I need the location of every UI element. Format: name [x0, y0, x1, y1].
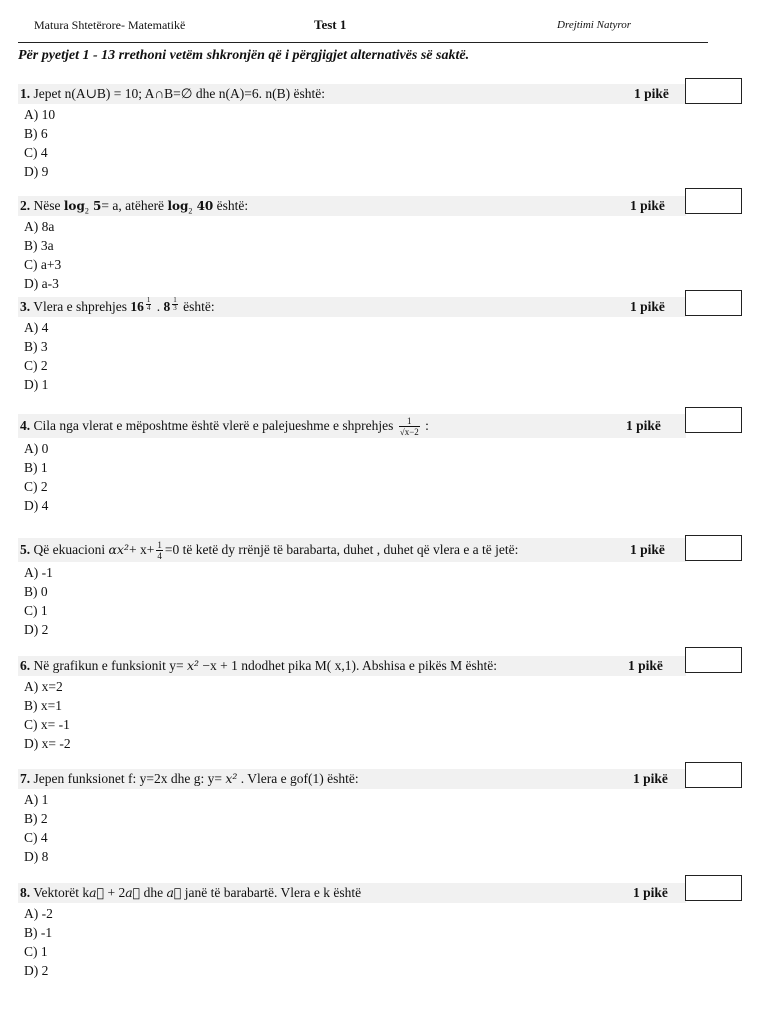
option-d[interactable]: D) 4: [24, 498, 49, 513]
option-a[interactable]: A) -2: [24, 906, 53, 921]
answer-box[interactable]: [685, 535, 742, 561]
question-number: 5.: [20, 542, 31, 557]
option-a[interactable]: A) 0: [24, 441, 49, 456]
option-c[interactable]: C) 1: [24, 603, 48, 618]
points-label: 1 pikë: [633, 771, 668, 786]
options-list: [18, 217, 748, 293]
option-d[interactable]: D) 8: [24, 849, 49, 864]
options-list: [18, 439, 748, 515]
points-label: 1 pikë: [633, 885, 668, 900]
question-3-row: 3. Vlera e shprehjes 16 $\frac{1}{4}$ . 8 $\frac{1}{3}$ është: 1 pikë: [18, 297, 686, 317]
answer-box[interactable]: [685, 78, 742, 104]
option-d[interactable]: D) 2: [24, 622, 49, 637]
header-test-title: Test 1: [314, 17, 347, 32]
question-7: [18, 769, 748, 866]
header-subject: Matura Shtetërore- Matematikë: [34, 18, 186, 32]
option-b[interactable]: B) -1: [24, 925, 53, 940]
option-a[interactable]: A) 10: [24, 107, 56, 122]
question-number: 2.: [20, 198, 31, 213]
option-d[interactable]: D) x= -2: [24, 736, 71, 751]
question-8: [18, 883, 748, 980]
points-label: 1 pikë: [630, 198, 665, 213]
option-c[interactable]: C) 4: [24, 145, 48, 160]
question-4-row: 4. Cila nga vlerat e mëposhtme është vlerë e palejueshme e shprehjes $\frac{1}{√x-2}$ : 1 pikë: [18, 414, 686, 438]
page-header: [34, 16, 706, 42]
option-b[interactable]: B) 2: [24, 811, 48, 826]
points-label: 1 pikë: [628, 658, 663, 673]
option-a[interactable]: A) -1: [24, 565, 53, 580]
option-c[interactable]: C) 4: [24, 830, 48, 845]
option-d[interactable]: D) 2: [24, 963, 49, 978]
option-a[interactable]: A) x=2: [24, 679, 63, 694]
question-3: [18, 297, 748, 394]
option-d[interactable]: D) 9: [24, 164, 49, 179]
options-list: [18, 318, 748, 394]
question-1-row: [18, 84, 686, 104]
option-b[interactable]: B) 6: [24, 126, 48, 141]
option-a[interactable]: A) 4: [24, 320, 49, 335]
question-4: [18, 414, 748, 515]
question-number: 1.: [20, 86, 31, 101]
option-c[interactable]: C) a+3: [24, 257, 62, 272]
question-number: 8.: [20, 885, 31, 900]
option-c[interactable]: C) 2: [24, 479, 48, 494]
question-number: 3.: [20, 299, 31, 314]
option-a[interactable]: A) 1: [24, 792, 49, 807]
option-b[interactable]: B) 3: [24, 339, 48, 354]
points-label: 1 pikë: [630, 299, 665, 314]
option-d[interactable]: D) a-3: [24, 276, 59, 291]
option-b[interactable]: B) 0: [24, 584, 48, 599]
question-2: [18, 196, 748, 293]
header-track: Drejtimi Natyror: [557, 19, 632, 31]
points-label: 1 pikë: [626, 418, 661, 433]
answer-box[interactable]: [685, 647, 742, 673]
points-label: 1 pikë: [630, 542, 665, 557]
options-list: [18, 105, 748, 181]
question-1: [18, 84, 748, 181]
options-list: [18, 563, 748, 639]
option-c[interactable]: C) x= -1: [24, 717, 70, 732]
option-c[interactable]: C) 2: [24, 358, 48, 373]
options-list: [18, 904, 748, 980]
question-6-row: 6. Në grafikun e funksionit y= x² −x + 1 ndodhet pika M( x,1). Abshisa e pikës M është: 1 pikë: [18, 656, 686, 676]
answer-box[interactable]: [685, 762, 742, 788]
option-b[interactable]: B) 1: [24, 460, 48, 475]
option-a[interactable]: A) 8a: [24, 219, 55, 234]
answer-box[interactable]: [685, 290, 742, 316]
option-d[interactable]: D) 1: [24, 377, 49, 392]
instructions: Për pyetjet 1 - 13 rrethoni vetëm shkronjën që i përgjigjet alternativës së saktë.: [18, 48, 470, 63]
question-number: 7.: [20, 771, 31, 786]
question-7-row: 7. Jepen funksionet f: y=2x dhe g: y= x² . Vlera e gof(1) është: 1 pikë: [18, 769, 686, 789]
question-5-row: 5. Që ekuacioni αx²+ x+ $\frac{1}{4}$ =0 të ketë dy rrënjë të barabarta, duhet , duhet që vlera e a të jetë: 1 pikë: [18, 538, 686, 562]
question-8-row: 8. Vektorët ka⃗ + 2a⃗ dhe a⃗ janë të barabartë. Vlera e k është 1 pikë: [18, 883, 686, 903]
option-b[interactable]: B) x=1: [24, 698, 62, 713]
header-divider: [18, 42, 708, 43]
option-b[interactable]: B) 3a: [24, 238, 54, 253]
answer-box[interactable]: [685, 407, 742, 433]
answer-box[interactable]: [685, 875, 742, 901]
question-text: Jepet n(A∪B) = 10; A∩B=∅ dhe n(A)=6. n(B) është:: [33, 86, 325, 101]
question-number: 4.: [20, 418, 31, 433]
question-2-row: 2. Nëse $\log_2 5= a$, atëherë $\log_2 40$ është: 1 pikë: [18, 196, 686, 216]
question-6: [18, 656, 748, 753]
options-list: [18, 677, 748, 753]
answer-box[interactable]: [685, 188, 742, 214]
option-c[interactable]: C) 1: [24, 944, 48, 959]
options-list: [18, 790, 748, 866]
question-number: 6.: [20, 658, 31, 673]
question-5: [18, 538, 748, 639]
points-label: 1 pikë: [634, 86, 669, 101]
